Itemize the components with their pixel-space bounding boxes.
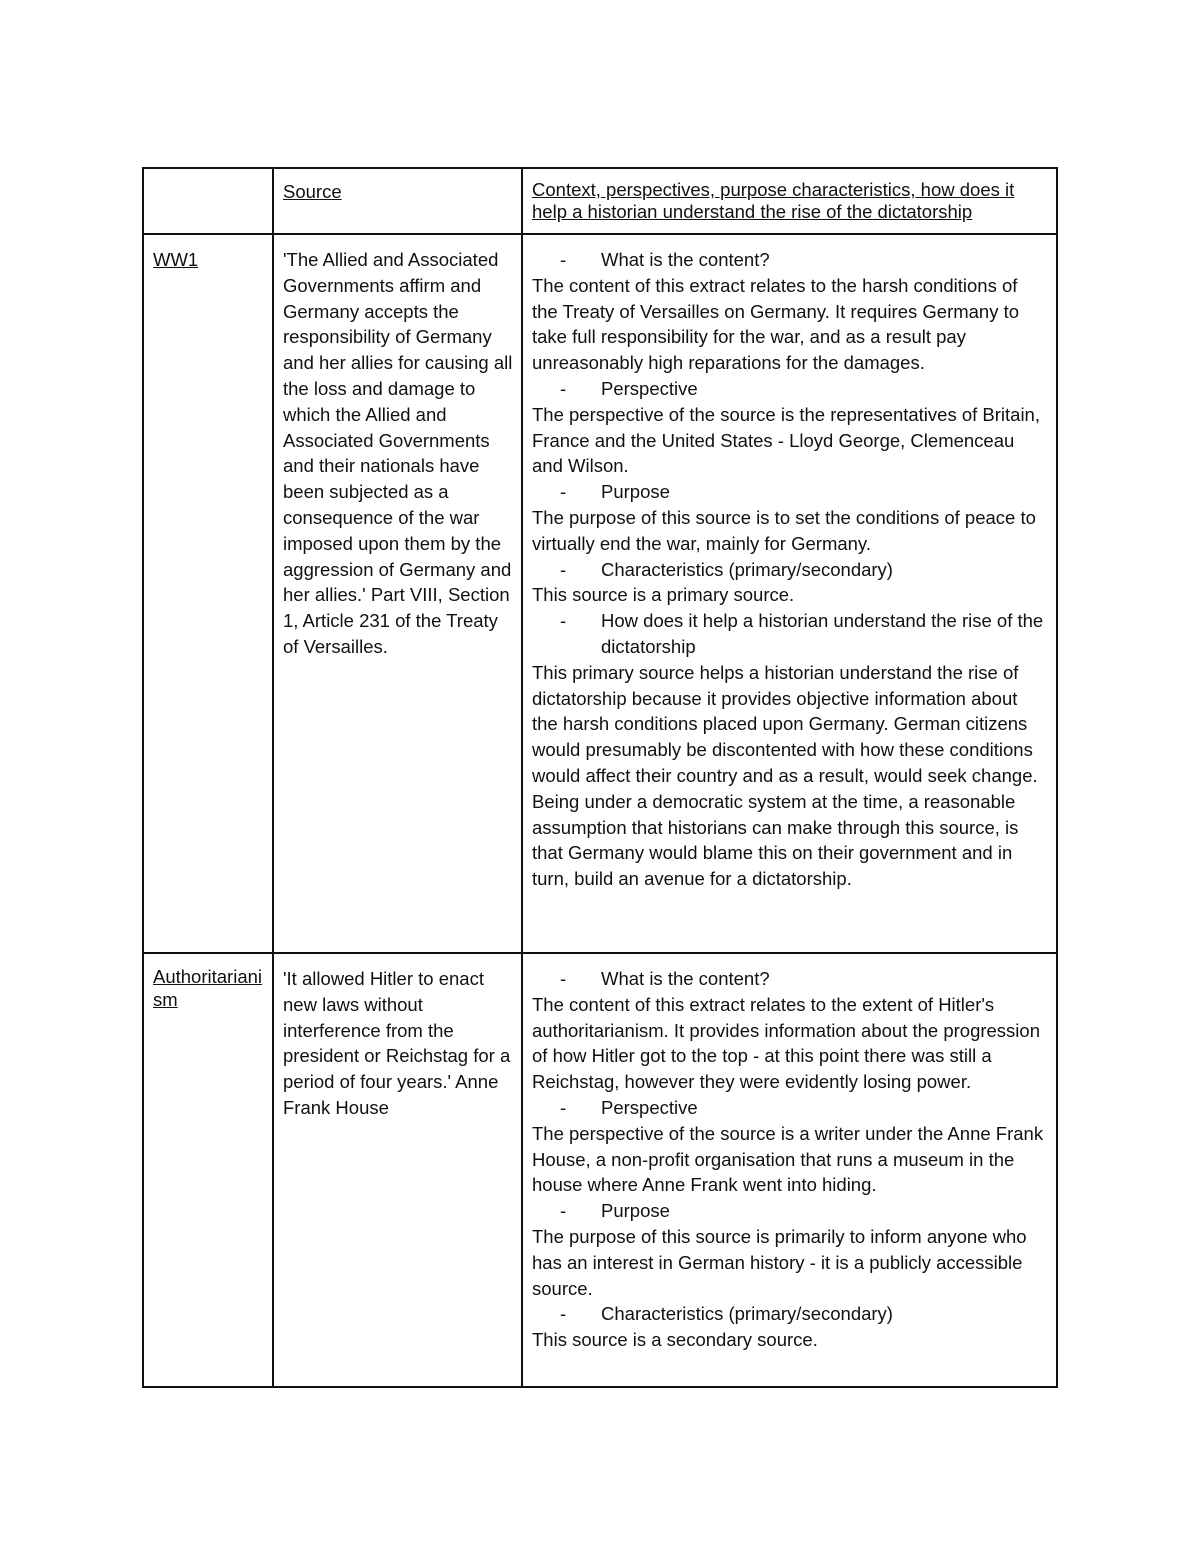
list-item: - How does it help a historian understand the rise of the dictatorship — [532, 608, 1048, 660]
table-header-row — [143, 168, 1057, 234]
bullet-heading: What is the content? — [601, 968, 770, 989]
section-text: The content of this extract relates to the harsh conditions of the Treaty of Versailles on Germany. It requires Germany to take full responsibility for the war, and as a result pay unreasonably high reparations for the damages. — [532, 274, 1020, 374]
section-text: This source is a primary source. — [532, 584, 795, 606]
bullet-heading: Characteristics (primary/secondary) — [601, 1303, 893, 1325]
table-row — [143, 234, 1057, 953]
header-context-label: Context, perspectives, purpose characteristics, how does it help a historian understand the rise of the dictatorship — [532, 179, 1015, 222]
source-cell — [273, 234, 522, 953]
analysis-cell — [522, 953, 1057, 1387]
section-text: This primary source helps a historian understand the rise of dictatorship because it provides objective information about the harsh conditions placed upon Germany. German citizens would presumably be discontented with how these conditions would affect their country and as a result, would seek change. Being under a democratic system at the time, a reasonable assumption that historians can make through this source, is that Germany would blame this on their government and in turn, build an avenue for a dictatorship. — [532, 661, 1038, 890]
header-source-label: Source — [283, 181, 342, 202]
bullet-heading: Perspective — [601, 1096, 698, 1118]
list-item: - Purpose — [532, 479, 1048, 505]
list-item: - Perspective — [532, 1095, 1048, 1121]
bullet-heading: How does it help a historian understand the rise of the dictatorship — [601, 610, 1044, 657]
topic-cell — [143, 953, 273, 1387]
analysis-cell — [522, 234, 1057, 953]
analysis-table — [142, 167, 1058, 1388]
section-text: The purpose of this source is primarily to inform anyone who has an interest in German history - it is a publicly accessible source. — [532, 1225, 1027, 1299]
source-quote: 'It allowed Hitler to enact new laws without interference from the president or Reichstag for a period of four years.' Anne Frank House — [283, 968, 511, 1118]
bullet-heading: What is the content? — [601, 249, 770, 270]
bullet-heading: Characteristics (primary/secondary) — [601, 558, 893, 580]
bullet-heading: Perspective — [601, 377, 698, 399]
topic-label: WW1 — [153, 249, 199, 270]
table-row — [143, 953, 1057, 1387]
bullet-heading: Purpose — [601, 1200, 670, 1222]
section-text: This source is a secondary source. — [532, 1329, 818, 1351]
source-cell — [273, 953, 522, 1387]
section-text: The perspective of the source is the representatives of Britain, France and the United States - Lloyd George, Clemenceau and Wilson. — [532, 403, 1040, 477]
section-text: The purpose of this source is to set the conditions of peace to virtually end the war, mainly for Germany. — [532, 506, 1036, 554]
list-item: - Characteristics (primary/secondary) — [532, 557, 1048, 583]
list-item: - Perspective — [532, 376, 1048, 402]
list-item: - What is the content? — [532, 966, 1048, 992]
list-item: - Purpose — [532, 1198, 1048, 1224]
header-cell-source — [273, 168, 522, 234]
bullet-heading: Purpose — [601, 481, 670, 503]
list-item: - What is the content? — [532, 247, 1048, 273]
source-quote: 'The Allied and Associated Governments affirm and Germany accepts the responsibility of Germany and her allies for causing all the loss and damage to which the Allied and Associated Governments and their nationals have been subjected as a consequence of the war imposed upon them by the aggression of Germany and her allies.' Part VIII, Section 1, Article 231 of the Treaty of Versailles. — [283, 249, 513, 657]
section-text: The perspective of the source is a writer under the Anne Frank House, a non-profit organisation that runs a museum in the house where Anne Frank went into hiding. — [532, 1122, 1044, 1196]
header-cell-topic — [143, 168, 273, 234]
list-item: - Characteristics (primary/secondary) — [532, 1301, 1048, 1327]
section-text: The content of this extract relates to the extent of Hitler's authoritarianism. It provides information about the progression of how Hitler got to the top - at this point there was still a Reichstag, however they were evidently losing power. — [532, 993, 1040, 1093]
topic-cell — [143, 234, 273, 953]
topic-label: Authoritarianism — [153, 966, 263, 1010]
header-cell-context — [522, 168, 1057, 234]
